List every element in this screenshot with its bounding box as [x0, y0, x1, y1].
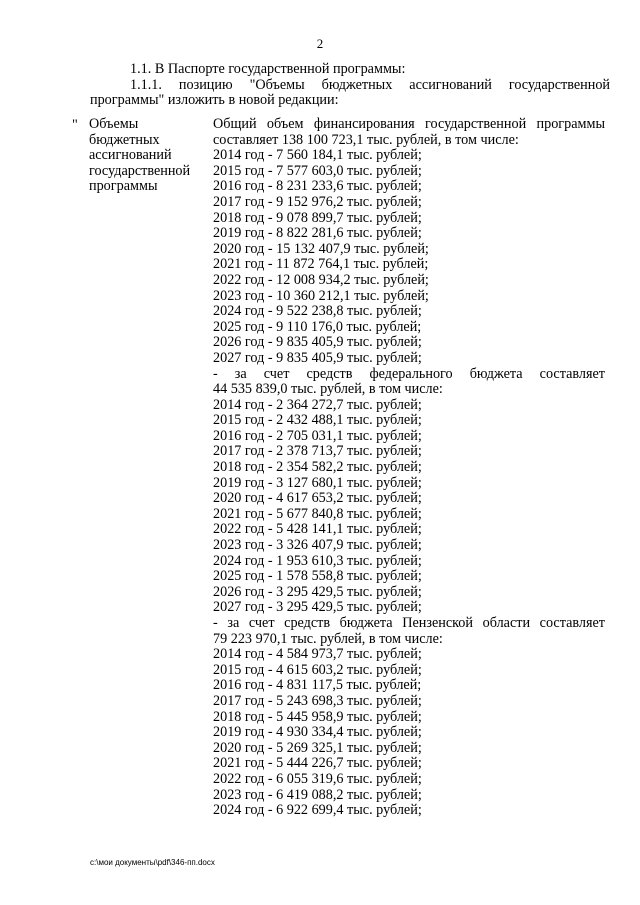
year-amount-line: 2018 год - 2 354 582,2 тыс. рублей;	[213, 459, 422, 476]
year-amount-line: 2015 год - 2 432 488,1 тыс. рублей;	[213, 412, 422, 429]
year-amount-line: 2022 год - 12 008 934,2 тыс. рублей;	[213, 271, 429, 288]
year-amount-line: 2016 год - 4 831 117,5 тыс. рублей;	[213, 677, 422, 694]
year-amount-line: 2024 год - 1 953 610,3 тыс. рублей;	[213, 552, 422, 569]
position-title-line: бюджетных	[89, 131, 160, 148]
year-amount-line: 2017 год - 5 243 698,3 тыс. рублей;	[213, 692, 422, 709]
year-amount-line: 2018 год - 5 445 958,9 тыс. рублей;	[213, 708, 422, 725]
year-amount-line: 2020 год - 4 617 653,2 тыс. рублей;	[213, 490, 422, 507]
year-amount-line: 2026 год - 3 295 429,5 тыс. рублей;	[213, 583, 422, 600]
intro-line-2: 1.1.1. позицию "Объемы бюджетных ассигнований государственной	[130, 76, 610, 93]
intro-line-3: программы" изложить в новой редакции:	[90, 92, 339, 109]
file-path-footer: c:\мои документы\pdf\346-пп.docx	[90, 858, 215, 867]
year-amount-line: 2016 год - 2 705 031,1 тыс. рублей;	[213, 427, 422, 444]
year-amount-line: 2022 год - 5 428 141,1 тыс. рублей;	[213, 521, 422, 538]
total-funding-header: Общий объем финансирования государственной программы	[213, 116, 605, 132]
year-amount-line: 2023 год - 3 326 407,9 тыс. рублей;	[213, 537, 422, 554]
year-amount-line: 2017 год - 2 378 713,7 тыс. рублей;	[213, 443, 422, 460]
intro-text	[90, 62, 610, 109]
federal-budget-header: 44 535 839,0 тыс. рублей, в том числе:	[213, 381, 443, 398]
year-amount-line: 2023 год - 10 360 212,1 тыс. рублей;	[213, 287, 429, 304]
year-amount-line: 2020 год - 5 269 325,1 тыс. рублей;	[213, 739, 422, 756]
year-amount-line: 2014 год - 4 584 973,7 тыс. рублей;	[213, 646, 422, 663]
year-amount-line: 2025 год - 1 578 558,8 тыс. рублей;	[213, 568, 422, 585]
year-amount-line: 2015 год - 7 577 603,0 тыс. рублей;	[213, 162, 422, 179]
year-amount-line: 2023 год - 6 419 088,2 тыс. рублей;	[213, 786, 422, 803]
year-amount-line: 2022 год - 6 055 319,6 тыс. рублей;	[213, 770, 422, 787]
regional-budget-header: 79 223 970,1 тыс. рублей, в том числе:	[213, 630, 443, 647]
intro-line-1: 1.1. В Паспорте государственной программы:	[130, 61, 406, 77]
position-title-line: ассигнований	[89, 147, 172, 164]
year-amount-line: 2015 год - 4 615 603,2 тыс. рублей;	[213, 661, 422, 678]
year-amount-line: 2016 год - 8 231 233,6 тыс. рублей;	[213, 178, 422, 195]
year-amount-line: 2018 год - 9 078 899,7 тыс. рублей;	[213, 209, 422, 226]
year-amount-line: 2014 год - 7 560 184,1 тыс. рублей;	[213, 147, 422, 164]
year-amount-line: 2014 год - 2 364 272,7 тыс. рублей;	[213, 396, 422, 413]
year-amount-line: 2027 год - 3 295 429,5 тыс. рублей;	[213, 599, 422, 616]
year-amount-line: 2021 год - 5 444 226,7 тыс. рублей;	[213, 755, 422, 772]
year-amount-line: 2026 год - 9 835 405,9 тыс. рублей;	[213, 334, 422, 351]
position-title	[89, 117, 211, 195]
year-amount-line: 2025 год - 9 110 176,0 тыс. рублей;	[213, 318, 422, 335]
regional-budget-header: - за счет средств бюджета Пензенской области составляет	[213, 615, 605, 631]
total-funding-header: составляет 138 100 723,1 тыс. рублей, в том числе:	[213, 131, 519, 148]
year-amount-line: 2020 год - 15 132 407,9 тыс. рублей;	[213, 240, 429, 257]
year-amount-line: 2027 год - 9 835 405,9 тыс. рублей;	[213, 349, 422, 366]
year-amount-line: 2024 год - 6 922 699,4 тыс. рублей;	[213, 802, 422, 819]
year-amount-line: 2019 год - 4 930 334,4 тыс. рублей;	[213, 724, 422, 741]
federal-budget-header: - за счет средств федерального бюджета составляет	[213, 365, 605, 382]
year-amount-line: 2024 год - 9 522 238,8 тыс. рублей;	[213, 303, 422, 320]
year-amount-line: 2017 год - 9 152 976,2 тыс. рублей;	[213, 193, 422, 210]
position-title-line: программы	[89, 178, 158, 195]
position-title-line: Объемы	[89, 116, 139, 132]
year-amount-line: 2019 год - 8 822 281,6 тыс. рублей;	[213, 225, 422, 242]
year-amount-line: 2021 год - 11 872 764,1 тыс. рублей;	[213, 256, 429, 273]
year-amount-line: 2019 год - 3 127 680,1 тыс. рублей;	[213, 474, 422, 491]
page-number: 2	[316, 36, 324, 51]
position-title-line: государственной	[89, 162, 191, 179]
funding-details	[213, 117, 605, 819]
opening-quote-mark: "	[72, 117, 78, 133]
year-amount-line: 2021 год - 5 677 840,8 тыс. рублей;	[213, 505, 422, 522]
